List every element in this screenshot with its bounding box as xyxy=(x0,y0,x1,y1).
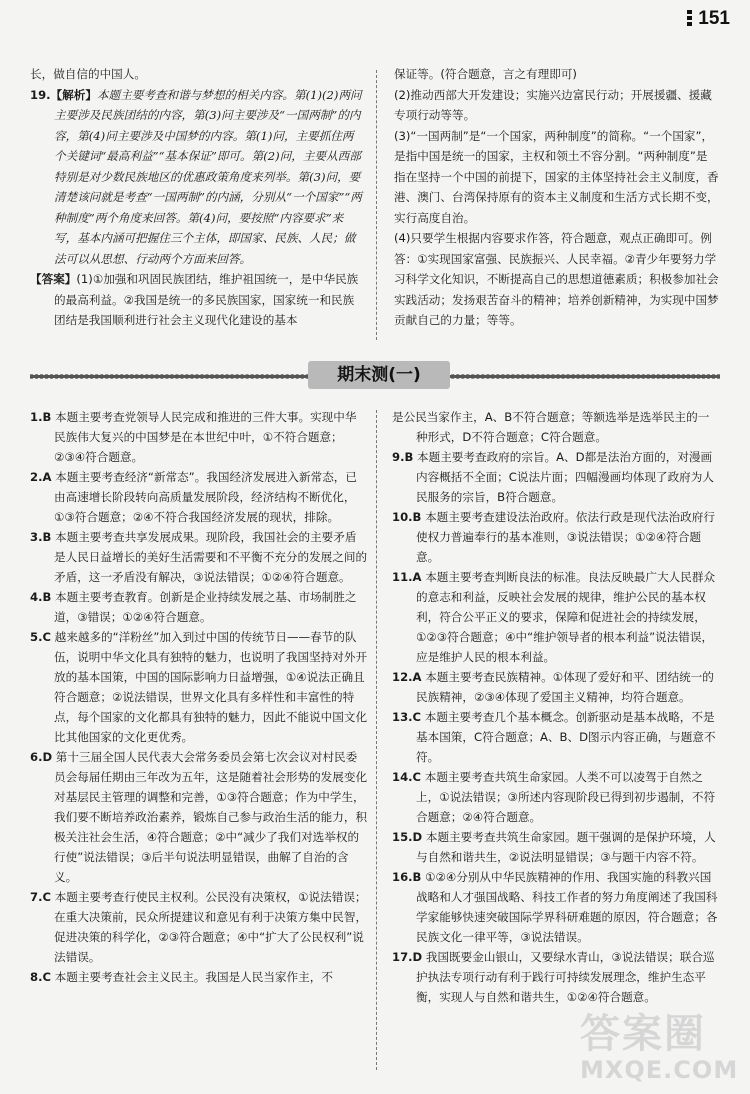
answer-item: 16.B ①②④分别从中华民族精神的作用、我国实施的科教兴国战略和人才强国战略、科技工作者的努力角度阐述了我国科学家能够快速突破国际学界科研难题的原因，符合题意；各民族文化一律平等，③说法错误。 xyxy=(392,870,718,944)
answer-19-answer: 【答案】(1)①加强和巩固民族团结，维护祖国统一，是中华民族的最高利益。②我国是统一的多民族国家，国家统一和民族团结是我国顺利进行社会主义现代化建设的基本 xyxy=(30,272,359,327)
answer-item: 2.A 本题主要考查经济“新常态”。我国经济发展进入新常态，已由高速增长阶段转向高质量发展阶段，经济结构不断优化，①③符合题意；②④不符合我国经济发展的现状，排除。 xyxy=(30,470,357,524)
answer-item: 7.C 本题主要考查行使民主权利。公民没有决策权，①说法错误；在重大决策前，民众所提建议和意见有利于决策方集中民智，促进决策的科学化，②③符合题意；④中“扩大了公民权利”说法错误。 xyxy=(30,890,368,964)
watermark-text: 答案圈 xyxy=(580,1011,706,1057)
top-left-column xyxy=(30,64,362,331)
section-header xyxy=(30,357,720,393)
bottom-right-column xyxy=(392,407,720,1007)
column-divider-bottom xyxy=(376,410,377,1070)
page-number: 151 xyxy=(687,8,730,30)
answer-item: 17.D 我国既要金山银山，又要绿水青山，③说法错误；联合巡护执法专项行动有利于践行可持续发展理念，维护生态平衡，实现人与自然和谐共生，①②④符合题意。 xyxy=(392,950,715,1004)
answer-item: 3.B 本题主要考查共享发展成果。现阶段，我国社会的主要矛盾是人民日益增长的美好生活需要和不平衡不充分的发展之间的矛盾，这一矛盾没有解决，③说法错误；①②④符合题意。 xyxy=(30,530,368,584)
answer-item: 6.D 第十三届全国人民代表大会常务委员会第七次会议对村民委员会每届任期由三年改为五年，这是随着社会形势的发展变化对基层民主管理的调整和完善，①③符合题意；作为中学生，我们要不断培养政治素养，锻炼自己参与政治生活的能力，积极关注社会生活，④符合题意；②中“减少了我们对选举权的行使”说法错误；③后半句说法明显错误，曲解了自治的含义。 xyxy=(30,750,368,884)
answer-item: 11.A 本题主要考查判断良法的标准。良法反映最广大人民群众的意志和利益，反映社会发展的规律，维护公民的基本权利，符合公平正义的要求，保障和促进社会的持续发展，①②③符合题意；④中“维护领导者的根本利益”说法错误，应是维护人民的根本利益。 xyxy=(392,570,716,664)
watermark-url: MXQE.COM xyxy=(580,1056,739,1084)
bottom-left-column xyxy=(30,407,368,987)
section-title: 期末测(一) xyxy=(308,361,450,389)
watermark-logo xyxy=(580,1012,740,1088)
answer-item: 10.B 本题主要考查建设法治政府。依法行政是现代法治政府行使权力普遍奉行的基本准则，③说法错误；①②④符合题意。 xyxy=(392,510,715,564)
column-divider-top xyxy=(376,70,377,340)
answer-item: 12.A 本题主要考查民族精神。①体现了爱好和平、团结统一的民族精神，②③④体现了爱国主义精神，均符合题意。 xyxy=(392,670,714,704)
answer-item: 14.C 本题主要考查共筑生命家园。人类不可以凌驾于自然之上，①说法错误；③所述内容现阶段已得到初步遏制，不符合题意；②④符合题意。 xyxy=(392,770,716,824)
top-right-column xyxy=(394,64,719,331)
answer-item: 1.B 本题主要考查党领导人民完成和推进的三件大事。实现中华民族伟大复兴的中国梦是在本世纪中叶，①不符合题意；②③④符合题意。 xyxy=(30,410,357,464)
answer-continuation: 长，做自信的中国人。 xyxy=(30,67,146,81)
answer-item: 5.C 越来越多的“洋粉丝”加入到过中国的传统节日——春节的队伍，说明中华文化具有独特的魅力，也说明了我国坚持对外开放的基本国策，中国的国际影响力日益增强，①④说法正确且符合题意；②说法错误，世界文化具有多样性和丰富性的特点，每个国家的文化都具有独特的魅力，因此不能说中国文化比其他国家的文化更优秀。 xyxy=(30,630,368,744)
answer-item: 13.C 本题主要考查几个基本概念。创新驱动是基本战略，不是基本国策，C符合题意；A、B、D图示内容正确，与题意不符。 xyxy=(392,710,716,764)
answer-19-analysis: 19.【解析】本题主要考查和谐与梦想的相关内容。第(1)(2)两问主要涉及民族团结的内容，第(3)问主要涉及“一国两制”的内容，第(4)问主要涉及中国梦的内容。第(1)问，主要抓住两个关键词“最高利益”“基本保证”即可。第(2)问，主要从西部特别是对少数民族地区的优惠政策角度来列举。第(3)问，要清楚该问就是考查“一国两制”的内涵，分别从“一个国家”“两种制度”两个角度来回答。第(4)问，要按照“内容要求”来写，基本内涵可把握住三个主体，即国家、民族、人民；做法可以从思想、行动两个方面来回答。 xyxy=(30,87,362,266)
answer-item: 8.C 本题主要考查社会主义民主。我国是人民当家作主，不 xyxy=(30,970,333,984)
answer-item: 9.B 本题主要考查政府的宗旨。A、D都是法治方面的，对漫画内容概括不全面；C说法片面；四幅漫画均体现了政府为人民服务的宗旨，B符合题意。 xyxy=(392,450,714,504)
answer-19-part2: (2)推动西部大开发建设；实施兴边富民行动；开展援疆、援藏专项行动等等。 xyxy=(394,87,712,122)
page-marker-icon xyxy=(687,10,692,26)
answer-item: 4.B 本题主要考查教育。创新是企业持续发展之基、市场制胜之道，③错误；①②④符合题意。 xyxy=(30,590,357,624)
answer-item: 是公民当家作主，A、B不符合题意；等额选举是选举民主的一种形式，D不符合题意；C符合题意。 xyxy=(392,410,710,444)
answer-19-part3: (3)“一国两制”是“一个国家，两种制度”的简称。“一个国家”，是指中国是统一的国家，主权和领土不容分割。“两种制度”是指在坚持一个中国的前提下，国家的主体坚持社会主义制度，香港、澳门、台湾保持原有的资本主义制度和生活方式长期不变，实行高度自治。 xyxy=(394,128,719,225)
answer-item: 15.D 本题主要考查共筑生命家园。题干强调的是保护环境，人与自然和谐共生，②说法明显错误；③与题干内容不符。 xyxy=(392,830,716,864)
answer-19-part1-end: 保证等。(符合题意，言之有理即可) xyxy=(394,67,577,81)
answer-19-part4: (4)只要学生根据内容要求作答，符合题意，观点正确即可。例答：①实现国家富强、民族振兴、人民幸福。②青少年要努力学习科学文化知识，不断提高自己的思想道德素质；积极参加社会实践活动；发扬艰苦奋斗的精神；培养创新精神，为实现中国梦贡献自己的力量；等等。 xyxy=(394,231,719,327)
